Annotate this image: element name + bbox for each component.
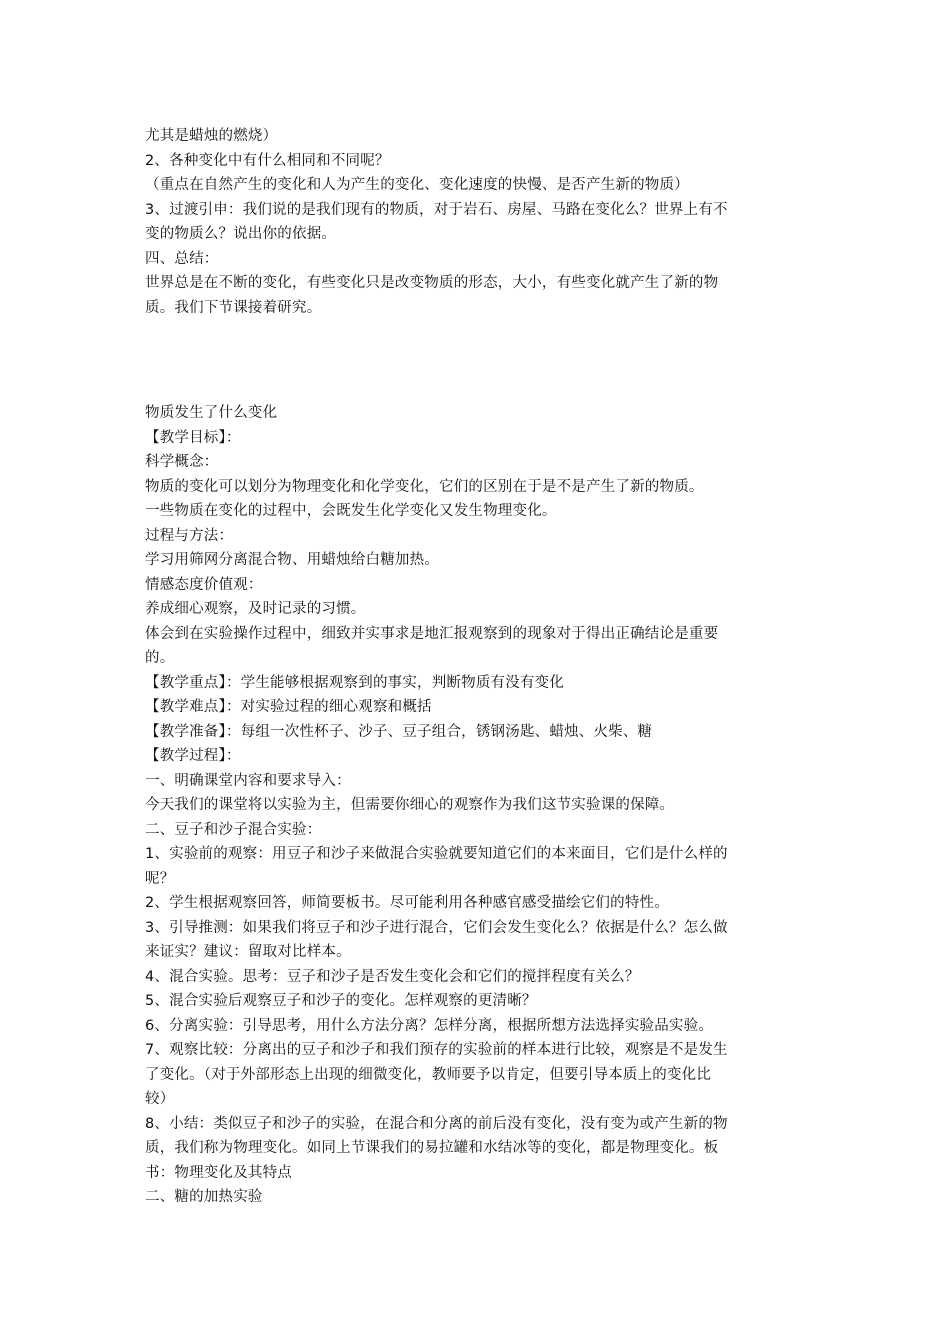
text-line: 来证实？建议：留取对比样本。 — [145, 944, 351, 960]
text-line: 情感态度价值观： — [145, 576, 263, 593]
text-line: 物质发生了什么变化 — [145, 405, 278, 421]
text-line: 科学概念： — [145, 454, 219, 470]
text-line: 过程与方法： — [145, 527, 234, 544]
text-line: 3、过渡引申：我们说的是我们现有的物质，对于岩石、房屋、马路在变化么？世界上有不 — [145, 201, 728, 218]
text-line: 5、混合实验后观察豆子和沙子的变化。怎样观察的更清晰？ — [145, 993, 537, 1009]
text-line: 6、分离实验：引导思考，用什么方法分离？怎样分离，根据所想方法选择实验品实验。 — [145, 1017, 714, 1034]
text-line: 一、明确课堂内容和要求导入： — [145, 772, 351, 789]
text-line: 较） — [145, 1091, 175, 1107]
text-line: 尤其是蜡烛的燃烧） — [145, 128, 278, 144]
text-line: 了变化。（对于外部形态上出现的细微变化，教师要予以肯定，但要引导本质上的变化比 — [145, 1066, 712, 1083]
text-line: 【教学目标】： — [145, 429, 241, 446]
text-line: 一些物质在变化的过程中，会既发生化学变化又发生物理变化。 — [145, 503, 557, 519]
text-line: 学习用筛网分离混合物、用蜡烛给白糖加热。 — [145, 552, 439, 568]
text-line: 【教学准备】：每组一次性杯子、沙子、豆子组合，锈钢汤匙、蜡烛、火柴、糖 — [145, 723, 653, 740]
text-line: 二、糖的加热实验 — [145, 1189, 263, 1205]
text-line: 世界总是在不断的变化，有些变化只是改变物质的形态，大小，有些变化就产生了新的物 — [145, 275, 719, 291]
text-line: 2、学生根据观察回答，师简要板书。尽可能利用各种感官感受描绘它们的特性。 — [145, 895, 669, 911]
text-line: 质，我们称为物理变化。如同上节课我们的易拉罐和水结冰等的变化，都是物理变化。板 — [145, 1140, 719, 1156]
text-line: 变的物质么？说出你的依据。 — [145, 226, 337, 242]
text-line: 书：物理变化及其特点 — [145, 1164, 292, 1181]
text-line: 体会到在实验操作过程中，细致并实事求是地汇报观察到的现象对于得出正确结论是重要 — [145, 625, 719, 642]
text-line: 1、实验前的观察：用豆子和沙子来做混合实验就要知道它们的本来面目，它们是什么样的 — [145, 846, 728, 862]
text-line: （重点在自然产生的变化和人为产生的变化、变化速度的快慢、是否产生新的物质） — [145, 177, 689, 193]
text-line: 养成细心观察，及时记录的习惯。 — [145, 601, 366, 617]
text-line: 【教学难点】：对实验过程的细心观察和概括 — [145, 699, 432, 715]
text-line: 2、各种变化中有什么相同和不同呢？ — [145, 152, 390, 169]
text-line: 【教学过程】： — [145, 748, 241, 764]
text-line: 7、观察比较：分离出的豆子和沙子和我们预存的实验前的样本进行比较，观察是不是发生 — [145, 1042, 728, 1058]
text-line: 呢？ — [145, 870, 175, 887]
text-line: 的。 — [145, 650, 175, 666]
text-line: 物质的变化可以划分为物理变化和化学变化，它们的区别在于是不是产生了新的物质。 — [145, 478, 704, 495]
text-line: 四、总结： — [145, 250, 219, 267]
text-line: 4、混合实验。思考：豆子和沙子是否发生变化会和它们的搅拌程度有关么？ — [145, 968, 640, 985]
text-line: 8、小结：类似豆子和沙子的实验，在混合和分离的前后没有变化，没有变为或产生新的物 — [145, 1115, 728, 1132]
text-line: 【教学重点】：学生能够根据观察到的事实，判断物质有没有变化 — [145, 674, 565, 691]
text-line: 3、引导推测：如果我们将豆子和沙子进行混合，它们会发生变化么？依据是什么？怎么做 — [145, 919, 728, 936]
text-line: 质。我们下节课接着研究。 — [145, 299, 322, 316]
text-line: 二、豆子和沙子混合实验： — [145, 821, 322, 838]
text-line: 今天我们的课堂将以实验为主，但需要你细心的观察作为我们这节实验课的保障。 — [145, 797, 675, 813]
